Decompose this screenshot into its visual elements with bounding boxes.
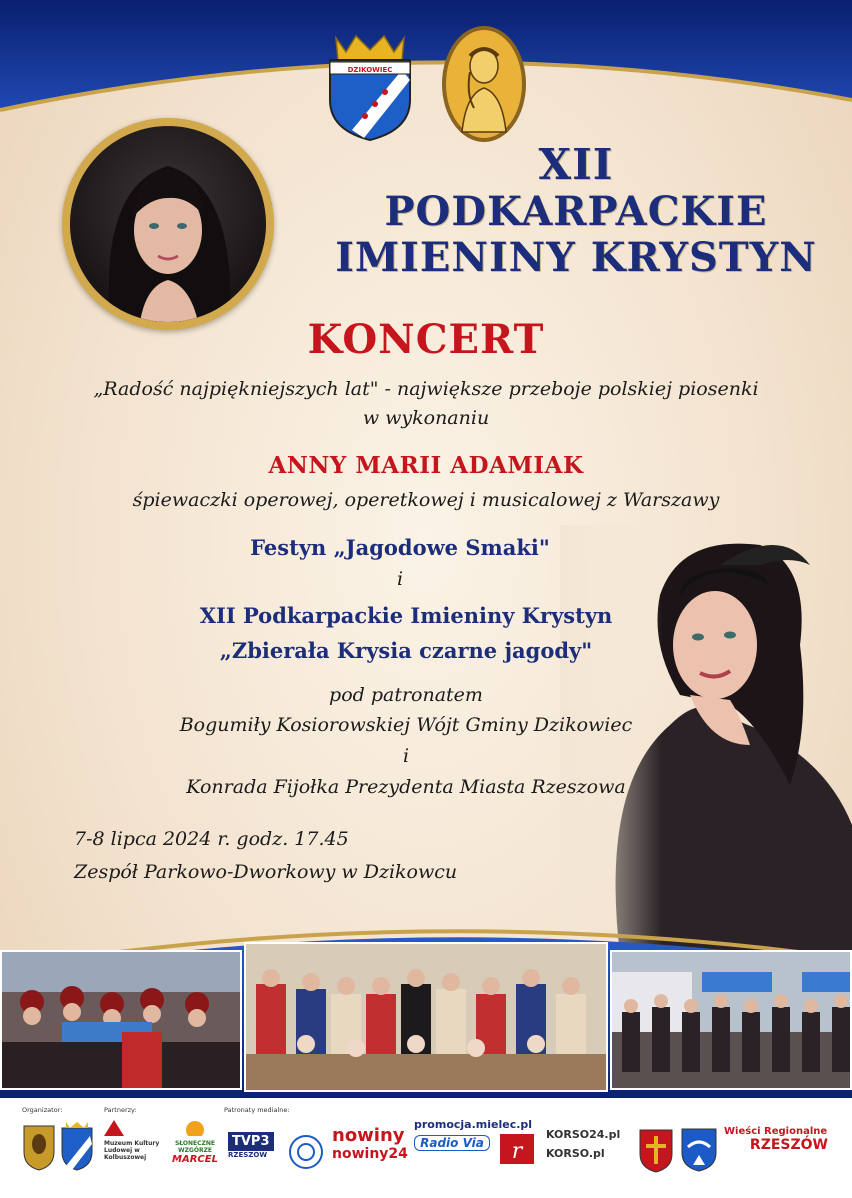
festival-photo-group bbox=[244, 942, 608, 1092]
rzeszow-coat-of-arms-icon bbox=[680, 1120, 718, 1176]
museum-icon bbox=[104, 1120, 124, 1136]
event-name: XII Podkarpackie Imieniny Krystyn bbox=[199, 603, 613, 628]
festival-name: Festyn „Jagodowe Smaki" bbox=[250, 535, 550, 560]
sloneczne-wzgorze-logo bbox=[168, 1116, 222, 1172]
festival-photo-parade bbox=[0, 950, 242, 1090]
performer-name: ANNY MARII ADAMIAK bbox=[268, 452, 584, 479]
organizer-logo-1-icon bbox=[22, 1118, 56, 1174]
performed-by: w wykonaniu bbox=[362, 407, 490, 429]
event-place: Zespół Parkowo-Dworkowy w Dzikowcu bbox=[74, 861, 458, 883]
dzikowiec-coat-of-arms-icon bbox=[322, 30, 418, 142]
wiesci-text: Wieści Regionalne bbox=[724, 1126, 828, 1137]
organizer-logo-2-icon bbox=[60, 1118, 94, 1174]
event-date: 7-8 lipca 2024 r. godz. 17.45 bbox=[74, 828, 349, 850]
radio-circle-logo-icon bbox=[288, 1124, 324, 1180]
singer-portrait-frame bbox=[62, 118, 274, 330]
nowiny-logo bbox=[332, 1125, 408, 1182]
edition-number: XII bbox=[538, 140, 614, 189]
tvp-city: RZESZÓW bbox=[228, 1151, 268, 1159]
top-blue-band bbox=[0, 0, 852, 118]
promocja-text: promocja.mielec.pl bbox=[414, 1118, 533, 1131]
tvp-text: TVP3 bbox=[228, 1132, 274, 1151]
conjunction-1: i bbox=[396, 568, 404, 590]
patronage-intro: pod patronatem bbox=[329, 684, 483, 706]
county-coat-of-arms-icon bbox=[638, 1122, 674, 1178]
sun-icon bbox=[168, 1116, 222, 1136]
tvp3-logo bbox=[228, 1130, 280, 1186]
museum-logo bbox=[104, 1120, 164, 1176]
patron-1: Bogumiły Kosiorowskiej Wójt Gminy Dzikowiec bbox=[179, 714, 633, 736]
rzeszow-text: RZESZÓW bbox=[749, 1137, 828, 1153]
sloneczne-text: SŁONECZNE WZGÓRZE bbox=[174, 1140, 216, 1154]
promocja-mielec-logo bbox=[414, 1118, 533, 1174]
concert-program: „Radość najpiękniejszych lat" - największe przeboje polskiej piosenki bbox=[93, 378, 759, 400]
organizer-label: Organizator: bbox=[22, 1106, 63, 1114]
performer-description: śpiewaczki operowej, operetkowej i musicalowej z Warszawy bbox=[132, 489, 720, 511]
korso-logo bbox=[546, 1128, 624, 1184]
concert-heading: KONCERT bbox=[307, 316, 545, 363]
patron-2: Konrada Fijołka Prezydenta Miasta Rzeszowa bbox=[186, 776, 626, 798]
media-label: Patronaty medialne: bbox=[224, 1106, 290, 1114]
partners-label: Partnerzy: bbox=[104, 1106, 137, 1114]
nowiny-text: nowiny bbox=[332, 1125, 405, 1146]
festival-photo-street bbox=[610, 950, 852, 1090]
nowiny24-text: nowiny24 bbox=[332, 1146, 408, 1162]
museum-name: Muzeum Kultury Ludowej w Kolbuszowej bbox=[104, 1140, 160, 1161]
korso24-text: KORSO24.pl bbox=[546, 1128, 621, 1141]
shield-banner-text: DZIKOWIEC bbox=[347, 66, 393, 74]
radio-via-text: Radio Via bbox=[414, 1135, 490, 1151]
conjunction-2: i bbox=[402, 745, 410, 767]
title-line-imieniny: IMIENINY KRYSTYN bbox=[335, 234, 817, 281]
radio-r-logo-icon bbox=[500, 1126, 534, 1182]
wiesci-regionalne-logo bbox=[724, 1126, 828, 1182]
singer-portrait-photo bbox=[70, 126, 266, 322]
korso-text: KORSO.pl bbox=[546, 1147, 605, 1160]
svg-text:r: r bbox=[511, 1139, 523, 1164]
title-line-podkarpackie: PODKARPACKIE bbox=[384, 188, 768, 235]
marcel-text: MARCEL bbox=[172, 1154, 218, 1165]
krystyna-medallion-icon bbox=[440, 24, 528, 144]
event-motto: „Zbierała Krysia czarne jagody" bbox=[219, 638, 593, 663]
